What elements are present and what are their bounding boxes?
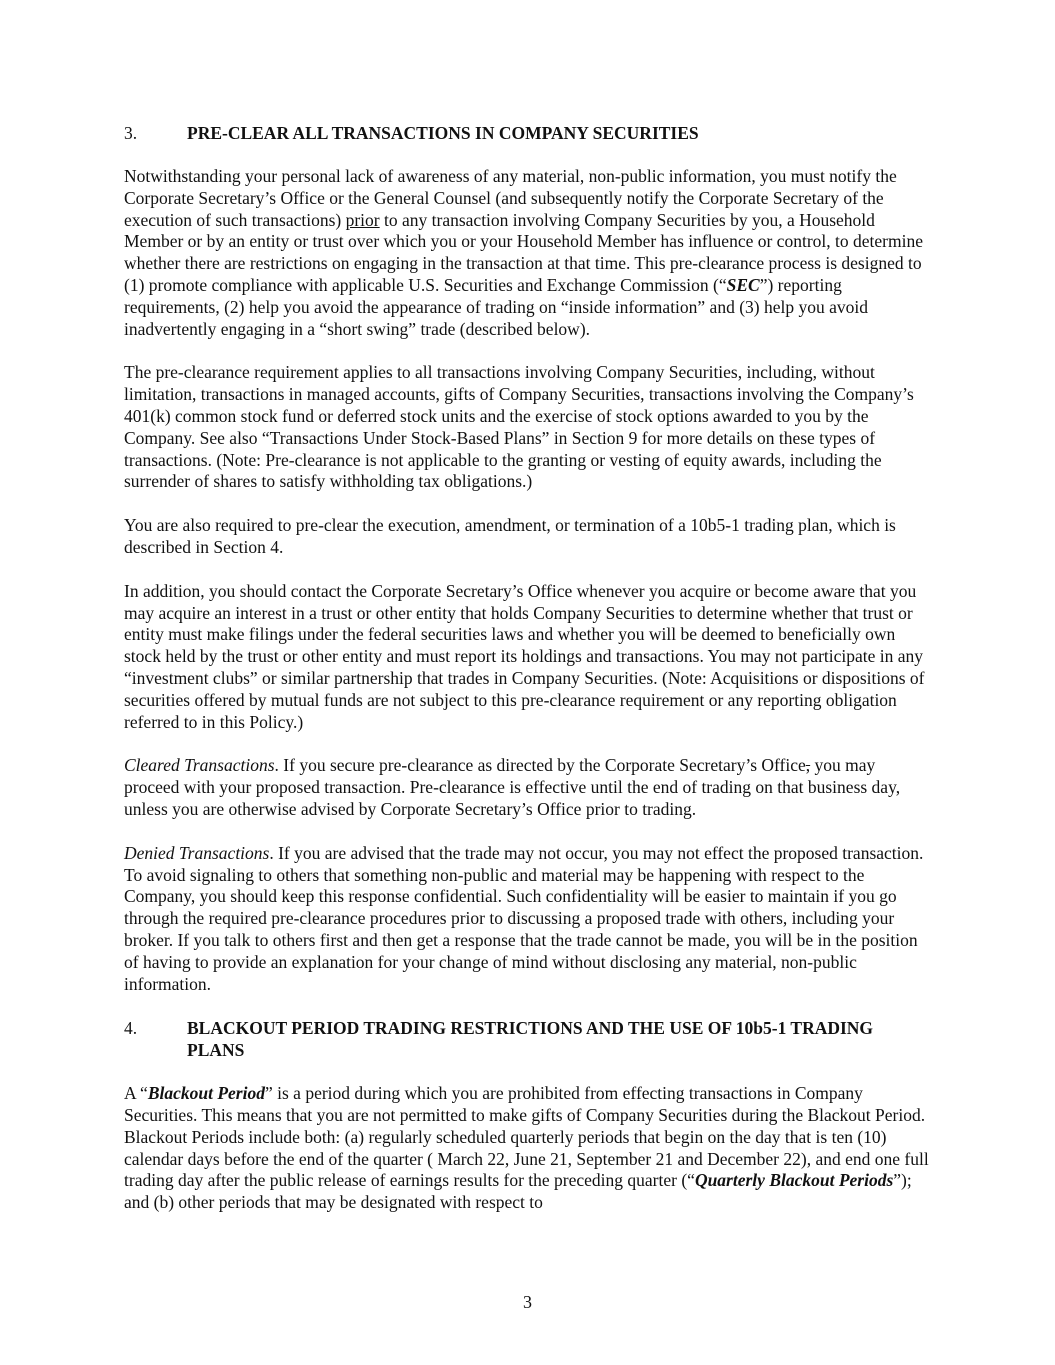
- underlined-prior: prior: [345, 209, 380, 230]
- denied-transactions-label: Denied Transactions: [124, 842, 270, 863]
- cleared-transactions-label: Cleared Transactions: [124, 755, 275, 776]
- text-run: ”) reporting requirements, (2) help you avoid the appearance of trading on “inside information” and (3) help you avoid inadvertently engaging in a “short swing” trade (described below).: [124, 274, 868, 339]
- defined-term-sec: SEC: [726, 274, 760, 295]
- section-3-title: PRE-CLEAR ALL TRANSACTIONS IN COMPANY SECURITIES: [187, 123, 699, 143]
- section-3-paragraph-2: The pre-clearance requirement applies to all transactions involving Company Securities, including, without limitation, transactions in managed accounts, gifts of Company Securities, transactions involving the Company’s 401(k) common stock fund or deferred stock units and the exercise of stock options awarded to you by the Company. See also “Transactions Under Stock-Based Plans” in Section 9 for more details on these types of transactions. (Note: Pre-clearance is not applicable to the granting or vesting of equity awards, including the surrender of shares to satisfy withholding tax obligations.): [124, 362, 914, 492]
- defined-term-quarterly-blackout-periods: Quarterly Blackout Periods: [694, 1170, 894, 1191]
- text-run: you may proceed with your proposed transaction. Pre-clearance is effective until the end of trading on that business day, unless you are otherwise advised by Corporate Secretary’s Office prior to trading.: [124, 755, 901, 819]
- cleared-transactions-paragraph: [124, 755, 932, 820]
- text-run: . If you secure pre-clearance as directed by the Corporate Secretary’s Office: [274, 755, 806, 776]
- section-4-heading: [124, 1017, 932, 1061]
- text-run: ”); and (b) other periods that may be designated with respect to: [124, 1170, 912, 1213]
- page-number: 3: [523, 1292, 532, 1312]
- text-run: A “: [124, 1083, 148, 1104]
- text-run: . If you are advised that the trade may not occur, you may not effect the proposed transaction. To avoid signaling to others that something non-public and material may be happening with respect to the Company, you should keep this response confidential. Such confidentiality will be easier to maintain if you go through the required pre-clearance procedures prior to discussing a proposed trade with others, including your broker. If you talk to others first and then get a response that the trade cannot be made, you will be in the position of having to provide an explanation for your change of mind without disclosing any material, non-public information.: [124, 842, 924, 994]
- section-4-title: BLACKOUT PERIOD TRADING RESTRICTIONS AND THE USE OF 10b5-1 TRADING PLANS: [187, 1018, 874, 1061]
- section-3-paragraph-4: In addition, you should contact the Corporate Secretary’s Office whenever you acquire or become aware that you may acquire an interest in a trust or other entity that holds Company Securities to determine whether that trust or entity must make filings under the federal securities laws and whether you will be deemed to beneficially own stock held by the trust or other entity and must report its holdings and transactions. You may not participate in any “investment clubs” or similar partnership that trades in Company Securities. (Note: Acquisitions or dispositions of securities offered by mutual funds are not subject to this pre-clearance requirement or any reporting obligation referred to in this Policy.): [124, 580, 925, 732]
- section-3-paragraph-1: [124, 166, 932, 340]
- text-run: to any transaction involving Company Securities by you, a Household Member or by an entity or trust over which you or your Household Member has influence or control, to determine whether there are restrictions on engaging in the transaction at that time. This pre-clearance process is designed to (1) promote compliance with applicable U.S. Securities and Exchange Commission (“: [124, 209, 923, 295]
- text-run: ” is a period during which you are prohibited from effecting transactions in Company Securities. This means that you are not permitted to make gifts of Company Securities during the Blackout Period. Blackout Periods include both: (a) regularly scheduled quarterly periods that begin on the day that is ten (10) calendar days before the end of the quarter ( March 22, June 21, September 21 and December 22), and end one full trading day after the public release of earnings results for the preceding quarter (“: [124, 1083, 929, 1191]
- section-3-paragraph-3: You are also required to pre-clear the execution, amendment, or termination of a 10b5-1 trading plan, which is described in Section 4.: [124, 515, 896, 557]
- section-3-number: 3.: [124, 123, 138, 143]
- section-3-heading: [124, 122, 932, 144]
- defined-term-blackout-period: Blackout Period: [147, 1083, 265, 1104]
- text-run: Notwithstanding your personal lack of awareness of any material, non-public information, you must notify the Corporate Secretary’s Office or the General Counsel (and subsequently notify the Corporate Secretary of the execution of such transactions): [124, 166, 897, 230]
- struck-comma: ,: [805, 755, 811, 776]
- section-4-paragraph-1: [124, 1083, 932, 1214]
- section-4-number: 4.: [124, 1018, 138, 1039]
- document-page: [124, 122, 932, 1236]
- denied-transactions-paragraph: [124, 843, 932, 996]
